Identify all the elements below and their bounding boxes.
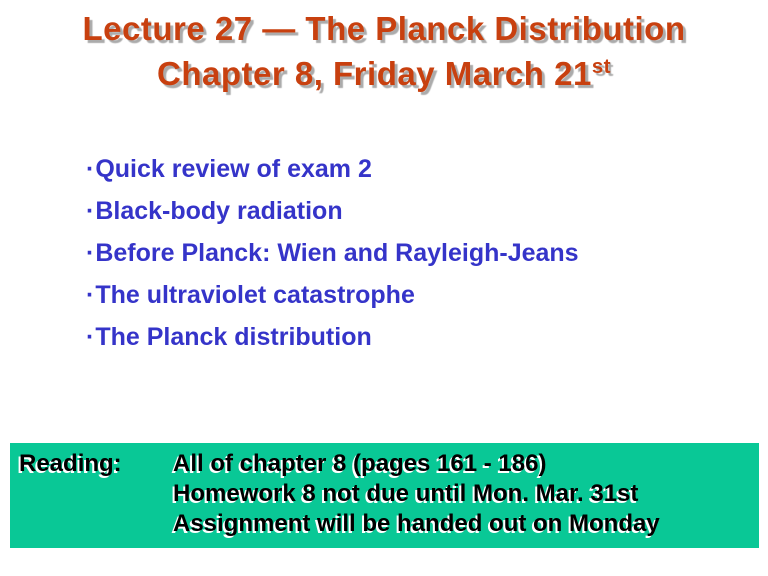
reading-line: Homework 8 not due until Mon. Mar. 31st [173,480,639,507]
slide-title [0,6,768,96]
list-item [86,148,579,190]
bullet-dot-icon: · [86,197,95,225]
reading-lines [173,449,660,539]
bullet-text: Before Planck: Wien and Rayleigh-Jeans [95,239,579,267]
title-line-2-text: Chapter 8, Friday March 21 [156,55,592,92]
bullet-text: Quick review of exam 2 [95,155,372,183]
bullet-dot-icon: · [86,155,95,183]
list-item [86,274,579,316]
bullet-text: The ultraviolet catastrophe [95,281,415,309]
bullet-dot-icon: · [86,281,95,309]
bullet-dot-icon: · [86,323,95,351]
reading-box [10,443,759,548]
bullet-text: The Planck distribution [95,323,372,351]
title-line-2 [0,51,768,96]
list-item [86,316,579,358]
title-superscript: st [591,55,611,78]
reading-label: Reading: [19,450,122,477]
bullet-list [86,148,579,358]
reading-line: All of chapter 8 (pages 161 - 186) [173,450,547,477]
list-item [86,232,579,274]
bullet-dot-icon: · [86,239,95,267]
list-item [86,190,579,232]
reading-line: Assignment will be handed out on Monday [173,510,660,537]
bullet-text: Black-body radiation [95,197,343,225]
title-line-1: Lecture 27 — The Planck Distribution [82,10,686,47]
